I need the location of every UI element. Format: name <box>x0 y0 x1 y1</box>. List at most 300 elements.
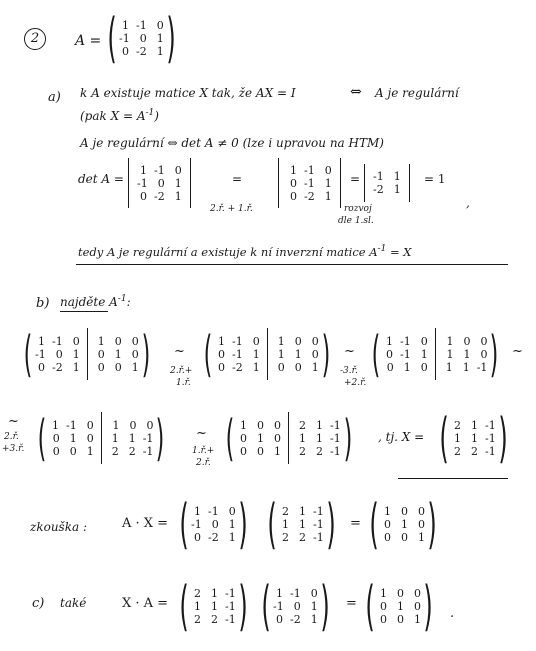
matrix-entry: 2 <box>282 504 289 518</box>
matrix-entry: -1 <box>400 347 411 361</box>
matrix-entry: 0 <box>418 517 425 531</box>
matrix-entry: -2 <box>52 360 63 374</box>
matrix-entry: -1 <box>225 599 236 613</box>
matrix-entry: 0 <box>72 334 80 348</box>
right-paren: ) <box>423 575 433 637</box>
matrix-row <box>273 587 318 600</box>
tj-label: , tj. X = <box>378 430 425 444</box>
matrix-entry: -1 <box>142 444 154 458</box>
matrix-entry: 1 <box>445 360 453 374</box>
matrix-entry: 0 <box>55 347 63 361</box>
matrix-entry: -1 <box>232 347 243 361</box>
matrix-entry: -1 <box>225 586 236 600</box>
augmented-matrix-1 <box>23 325 151 383</box>
matrix-entry: 1 <box>414 612 421 626</box>
check-label: zkouška : <box>30 520 87 534</box>
step-op-5b: 2.ř. <box>196 458 211 468</box>
matrix-body <box>374 578 424 634</box>
matrix-row <box>191 531 236 544</box>
left-paren: ( <box>267 493 277 555</box>
matrix-row <box>279 531 324 544</box>
left-paren: ( <box>179 575 189 637</box>
matrix-entry: 1 <box>290 163 297 177</box>
matrix-row <box>451 419 496 432</box>
matrix-entry: -1 <box>400 334 411 348</box>
matrix-entry: 1 <box>299 517 306 531</box>
matrix-entry: 1 <box>211 586 218 600</box>
matrix-row <box>215 361 260 374</box>
matrix-entry: -1 <box>313 517 324 531</box>
matrix-entry: 0 <box>52 444 60 458</box>
matrix-body <box>448 410 499 466</box>
right-paren: ) <box>326 493 336 555</box>
step-sim-3: ~ <box>512 344 523 359</box>
matrix-row <box>443 348 488 361</box>
matrix-row <box>443 361 488 374</box>
rozvoj-note-2: dle 1.sl. <box>338 216 374 226</box>
matrix-entry: 1 <box>454 431 461 445</box>
determinant-bars <box>278 158 341 208</box>
matrix-entry: 1 <box>156 31 164 45</box>
matrix-row <box>377 613 421 626</box>
matrix-entry: 1 <box>471 431 478 445</box>
left-paren: ( <box>369 493 379 555</box>
matrix-entry: 1 <box>277 347 285 361</box>
right-paren: ) <box>427 493 437 555</box>
matrix-entry: 1 <box>111 431 119 445</box>
augmented-left <box>380 328 431 380</box>
matrix-entry: 1 <box>282 517 289 531</box>
matrix-body <box>188 578 239 634</box>
matrix-row <box>35 348 80 361</box>
matrix-row <box>237 432 281 445</box>
matrix-row <box>137 190 182 203</box>
step-sim-5: ~ <box>196 426 207 441</box>
matrix-row <box>109 419 154 432</box>
matrix-entry: -1 <box>304 176 315 190</box>
part-a-line1-right: A je regulární <box>375 86 459 100</box>
conclusion-underline <box>76 264 508 265</box>
matrix-row <box>287 190 332 203</box>
augmented-left <box>212 328 263 380</box>
part-c-dot: . <box>450 606 455 621</box>
matrix-entry: -1 <box>225 612 236 626</box>
matrix-entry: 2 <box>454 444 461 458</box>
matrix-body <box>276 496 327 552</box>
matrix-entry: 2 <box>299 530 306 544</box>
matrix-entry: 0 <box>277 360 285 374</box>
matrix-entry: -1 <box>142 431 154 445</box>
augmented-right <box>106 412 157 464</box>
left-paren: ( <box>107 7 117 69</box>
matrix-entry: 1 <box>397 599 404 613</box>
step-op-5a: 1.ř.+ <box>192 446 215 456</box>
matrix-entry: 1 <box>72 347 80 361</box>
matrix-row <box>191 587 236 600</box>
matrix-entry: 0 <box>401 504 408 518</box>
det-2 <box>278 158 341 208</box>
matrix-row <box>383 361 428 374</box>
matrix-entry: 0 <box>397 612 404 626</box>
matrix-entry: 1 <box>52 418 59 432</box>
matrix-entry: 0 <box>384 530 391 544</box>
matrix-entry: 1 <box>403 360 411 374</box>
matrix-entry: 0 <box>386 360 394 374</box>
matrix-entry: 2 <box>282 530 289 544</box>
matrix-entry: 1 <box>294 347 302 361</box>
part-c-label: c) <box>32 596 45 611</box>
matrix-entry: 1 <box>174 189 182 203</box>
matrix-entry: 1 <box>471 418 478 432</box>
matrix-row <box>377 587 421 600</box>
matrix-entry: 1 <box>194 599 201 613</box>
matrix-entry: -1 <box>208 504 219 518</box>
matrix-entry: 0 <box>240 444 247 458</box>
matrix-entry: 0 <box>294 334 302 348</box>
matrix-entry: 0 <box>418 504 425 518</box>
matrix-entry: 0 <box>194 530 201 544</box>
matrix-row <box>451 445 496 458</box>
part-a-conclusion: tedy A je regulární a existuje k ní inverzní matice $A^{-1} = X$ <box>78 244 412 259</box>
right-paren: ) <box>238 575 248 637</box>
matrix-entry: 0 <box>122 44 129 58</box>
augment-divider <box>288 412 289 464</box>
step-op-1a: 2.ř.+ <box>170 366 193 376</box>
matrix-entry: 0 <box>276 612 283 626</box>
matrix-row <box>275 348 319 361</box>
matrix-entry: -1 <box>330 444 341 458</box>
matrix-entry: -1 <box>119 31 130 45</box>
matrix-entry: 0 <box>157 176 165 190</box>
matrix-entry: 1 <box>463 347 471 361</box>
matrix-row <box>373 183 401 196</box>
matrix-row <box>287 164 332 177</box>
step-sim-4: ~ <box>8 414 19 429</box>
matrix-row <box>191 505 236 518</box>
matrix-entry: -1 <box>330 418 341 432</box>
augmented-left <box>46 412 97 464</box>
matrix-entry: 1 <box>38 334 45 348</box>
matrix-entry: 0 <box>86 431 94 445</box>
check-eq: = <box>350 516 361 531</box>
right-paren: ) <box>141 325 151 383</box>
matrix-entry: -1 <box>136 18 147 32</box>
step-op-2b: +2.ř. <box>344 378 367 388</box>
matrix-row <box>279 518 324 531</box>
matrix-row <box>215 335 260 348</box>
augmented-right <box>272 328 322 380</box>
determinant-bars <box>128 158 191 208</box>
matrix-entry: 1 <box>97 334 105 348</box>
matrix-entry: 0 <box>420 334 428 348</box>
matrix-entry: 0 <box>310 586 318 600</box>
check-expr: A · X = <box>122 516 169 531</box>
part-b-title: najděte $A^{-1}$: <box>60 294 131 309</box>
det-label: det A = <box>78 172 124 186</box>
matrix-entry: 0 <box>86 418 94 432</box>
matrix-entry: 2 <box>194 612 201 626</box>
matrix-row <box>296 432 341 445</box>
matrix-entry: 1 <box>128 431 136 445</box>
part-a-line1-left: k A existuje matice X tak, že AX = I <box>80 86 296 100</box>
left-paren: ( <box>261 575 271 637</box>
matrix-row <box>377 600 421 613</box>
matrix-entry: 0 <box>311 334 319 348</box>
matrix-entry: -1 <box>485 444 496 458</box>
matrix-entry: 0 <box>311 347 319 361</box>
result-underline <box>398 478 508 479</box>
matrix-row <box>443 335 488 348</box>
part-a-iff: ⇔ <box>350 84 362 100</box>
matrix-entry: 0 <box>129 418 137 432</box>
matrix-entry: 1 <box>299 504 306 518</box>
matrix-row <box>383 348 428 361</box>
matrix-entry: 0 <box>114 334 122 348</box>
matrix-row <box>191 600 236 613</box>
matrix-entry: -1 <box>373 170 384 183</box>
matrix-entry: 1 <box>274 444 281 458</box>
matrix-entry: 0 <box>52 431 60 445</box>
matrix-X <box>439 407 508 469</box>
matrix-A <box>107 7 176 69</box>
matrix-entry: -2 <box>136 44 147 58</box>
matrix-entry: 0 <box>480 334 488 348</box>
matrix-entry: 1 <box>299 431 306 445</box>
matrix-row <box>296 445 341 458</box>
matrix-entry: 0 <box>174 163 182 177</box>
matrix-entry: 0 <box>420 360 428 374</box>
matrix-row <box>273 613 318 626</box>
matrix-entry: 1 <box>310 599 318 613</box>
matrix-entry: 1 <box>240 418 247 432</box>
matrix-entry: 0 <box>146 418 154 432</box>
matrix-entry: 0 <box>218 347 225 361</box>
part-b-label: b) <box>36 296 50 311</box>
matrix-entry: 1 <box>211 599 218 613</box>
rozvoj-note: rozvoj <box>344 204 372 214</box>
matrix-entry: -1 <box>304 163 315 177</box>
matrix-body <box>378 496 428 552</box>
matrix-row <box>237 445 281 458</box>
matrix-entry: 1 <box>218 334 225 348</box>
matrix-entry: 1 <box>277 334 285 348</box>
augmented-left <box>234 412 284 464</box>
matrix-row <box>381 531 425 544</box>
matrix-row <box>273 600 318 613</box>
part-c-A <box>261 575 330 637</box>
part-a-line2: (pak $X = A^{-1}$) <box>80 108 159 123</box>
augmented-matrix-5 <box>225 409 353 467</box>
part-c-I <box>365 575 433 637</box>
matrix-entry: 1 <box>393 183 401 196</box>
det-comma: , <box>466 196 470 210</box>
matrix-entry: 0 <box>274 418 281 432</box>
matrix-row <box>119 32 164 45</box>
matrix-entry: 2 <box>316 444 323 458</box>
matrix-entry: 0 <box>211 517 219 531</box>
matrix-entry: 1 <box>112 418 120 432</box>
matrix-entry: 2 <box>194 586 201 600</box>
determinant-body <box>134 158 185 208</box>
matrix-entry: -1 <box>137 176 148 190</box>
matrix-entry: 0 <box>463 334 471 348</box>
matrix-row <box>119 19 164 32</box>
augment-divider <box>87 328 88 380</box>
matrix-entry: -1 <box>330 431 341 445</box>
matrix-entry: 0 <box>252 334 260 348</box>
step-op-1b: 1.ř. <box>176 378 191 388</box>
matrix-entry: 0 <box>131 334 139 348</box>
matrix-entry: 1 <box>228 517 236 531</box>
matrix-entry: 0 <box>401 530 408 544</box>
part-a-line3: A je regulární ⇔ det A ≠ 0 (lze i upravou na HTM) <box>80 136 384 150</box>
matrix-row <box>275 335 319 348</box>
matrix-entry: 0 <box>380 599 387 613</box>
matrix-entry: 1 <box>324 189 332 203</box>
matrix-entry: 1 <box>420 347 428 361</box>
augmented-right <box>440 328 491 380</box>
matrix-row <box>373 170 401 183</box>
left-paren: ( <box>225 409 235 467</box>
matrix-entry: -1 <box>313 530 324 544</box>
matrix-entry: 0 <box>38 360 45 374</box>
matrix-row <box>279 505 324 518</box>
matrix-row <box>35 335 80 348</box>
matrix-entry: 0 <box>290 189 297 203</box>
matrix-entry: 1 <box>114 347 122 361</box>
part-a-label: a) <box>48 90 61 105</box>
problem-number: 2 <box>24 28 46 50</box>
matrix-entry: 2 <box>211 612 218 626</box>
matrix-row <box>237 419 281 432</box>
matrix-entry: 1 <box>316 431 323 445</box>
matrix-entry: 0 <box>257 418 264 432</box>
matrix-entry: 0 <box>274 431 281 445</box>
matrix-entry: 1 <box>252 360 260 374</box>
matrix-entry: 0 <box>156 18 164 32</box>
matrix-row <box>95 335 139 348</box>
matrix-row <box>109 432 154 445</box>
augmented-right <box>293 412 344 464</box>
augmented-right <box>92 328 142 380</box>
matrix-entry: 2 <box>111 444 119 458</box>
matrix-entry: 0 <box>414 586 421 600</box>
matrix-entry: 1 <box>324 176 332 190</box>
augmented-left <box>32 328 83 380</box>
part-c-expr: X · A = <box>122 596 169 611</box>
matrix-entry: 1 <box>86 444 94 458</box>
matrix-entry: 0 <box>257 444 264 458</box>
matrix-entry: 1 <box>401 517 408 531</box>
matrix-entry: 2 <box>471 444 478 458</box>
matrix-entry: -1 <box>485 418 496 432</box>
matrix-entry: -2 <box>290 612 301 626</box>
augment-divider <box>267 328 268 380</box>
matrix-entry: -1 <box>485 431 496 445</box>
matrix-entry: 1 <box>446 347 454 361</box>
matrix-body <box>188 496 239 552</box>
right-paren: ) <box>238 493 248 555</box>
matrix-entry: 0 <box>293 599 301 613</box>
step-sim-1: ~ <box>174 344 185 359</box>
det-eq-2: = <box>350 172 361 186</box>
determinant-body <box>284 158 335 208</box>
det-eq-1: = <box>232 172 243 186</box>
matrix-entry: -1 <box>66 418 77 432</box>
left-paren: ( <box>23 325 33 383</box>
matrix-row <box>287 177 332 190</box>
determinant-bars <box>364 164 410 202</box>
matrix-entry: 0 <box>386 347 393 361</box>
matrix-entry: 1 <box>311 360 319 374</box>
matrix-entry: -1 <box>154 163 165 177</box>
matrix-entry: -1 <box>290 586 301 600</box>
matrix-row <box>49 419 94 432</box>
matrix-entry: 2 <box>299 444 306 458</box>
matrix-row <box>35 361 80 374</box>
matrix-entry: -1 <box>476 360 488 374</box>
matrix-entry: 1 <box>310 612 318 626</box>
matrix-row <box>137 164 182 177</box>
matrix-entry: 1 <box>140 163 147 177</box>
matrix-entry: 0 <box>114 360 122 374</box>
step-op-4b: +3.ř. <box>2 444 25 454</box>
matrix-body <box>270 578 321 634</box>
matrix-entry: -1 <box>313 504 324 518</box>
matrix-entry: -2 <box>373 183 384 196</box>
step-op-2a: -3.ř. <box>340 366 358 376</box>
part-b-title-underline <box>60 311 108 312</box>
matrix-row <box>49 445 94 458</box>
matrix-entry: -1 <box>273 599 284 613</box>
matrix-entry: 0 <box>414 599 421 613</box>
matrix-entry: 1 <box>252 347 260 361</box>
matrix-row <box>109 445 154 458</box>
det-1 <box>128 158 191 208</box>
right-paren: ) <box>156 409 165 467</box>
matrix-entry: 0 <box>97 347 105 361</box>
left-paren: ( <box>365 575 375 637</box>
matrix-entry: 0 <box>139 31 147 45</box>
det-3 <box>364 164 410 202</box>
A-label: A = <box>75 33 102 49</box>
matrix-entry: -2 <box>154 189 165 203</box>
right-paren: ) <box>321 325 331 383</box>
left-paren: ( <box>203 325 213 383</box>
matrix-row <box>191 518 236 531</box>
matrix-entry: 0 <box>324 163 332 177</box>
matrix-entry: 1 <box>156 44 164 58</box>
augmented-matrix-3 <box>371 325 499 383</box>
matrix-entry: 0 <box>131 347 139 361</box>
matrix-row <box>137 177 182 190</box>
matrix-entry: 1 <box>380 586 387 600</box>
matrix-entry: 2 <box>128 444 136 458</box>
matrix-entry: -1 <box>191 517 202 531</box>
check-X <box>267 493 336 555</box>
right-paren: ) <box>343 409 353 467</box>
matrix-row <box>95 361 139 374</box>
left-paren: ( <box>179 493 189 555</box>
matrix-entry: 1 <box>122 18 129 32</box>
right-paren: ) <box>490 325 499 383</box>
matrix-entry: 1 <box>446 334 454 348</box>
matrix-entry: -1 <box>52 334 63 348</box>
matrix-entry: 1 <box>228 530 236 544</box>
matrix-entry: 1 <box>257 431 264 445</box>
right-paren: ) <box>320 575 330 637</box>
matrix-entry: 0 <box>480 347 488 361</box>
